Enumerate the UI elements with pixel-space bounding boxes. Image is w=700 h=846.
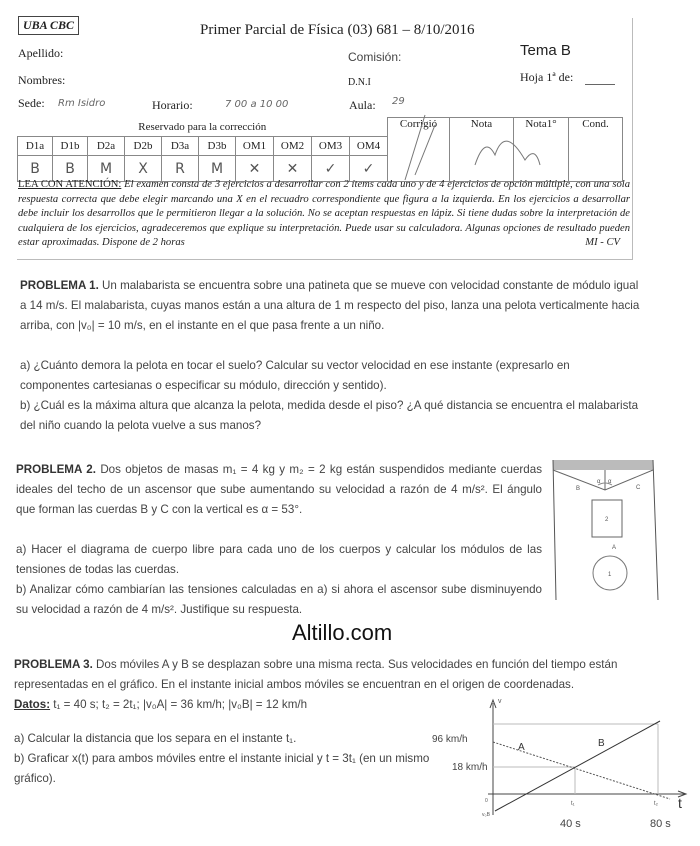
grade-mark: ✕ [274, 156, 312, 182]
grade-mark: ✓ [350, 156, 388, 182]
t1-label: t₁ [571, 801, 575, 807]
aula-value: 29 [392, 96, 405, 107]
grade-mark: ✓ [312, 156, 350, 182]
hoja-label: Hoja 1ª de: [520, 70, 574, 84]
problem-1-text: Un malabarista se encuentra sobre una patineta que se mueve con velocidad constante de módulo igual a 14 m/s. El malabarista, cuyas manos están a una altura de 1 m respecto del piso, lanza una pelota verticalmente hacia arriba, con |v₀| = 10 m/s, en el instante en el que pasa frente a un niño. [20, 279, 640, 332]
elevator-ceiling [553, 460, 653, 470]
datos-text: t₁ = 40 s; t₂ = 2t₁; |v₀A| = 36 km/h; |v₀B| = 12 km/h [50, 698, 308, 711]
col-header: D3b [199, 137, 236, 156]
problem-1 [20, 276, 642, 436]
col-header: OM1 [236, 137, 274, 156]
problem-1-heading: PROBLEMA 1. [20, 279, 99, 292]
line-b [495, 721, 660, 811]
problem-2-heading: PROBLEMA 2. [16, 463, 96, 476]
handwritten-40s: 40 s [560, 818, 581, 830]
sede-value: Rm Isidro [58, 98, 106, 109]
comision-label: Comisión: [348, 50, 402, 64]
t2-label: t₂ [654, 801, 658, 807]
problem-2 [16, 460, 542, 620]
problem-2-text: Dos objetos de masas m₁ = 4 kg y m₂ = 2 kg están suspendidos mediante cuerdas ideales del techo de un ascensor que sube aumentando su velocidad a razón de 4 m/s². El ángulo que forman las cuerdas B y C con la vertical es α = 53°. [16, 463, 542, 516]
nombres-label: Nombres: [18, 73, 66, 87]
handwritten-96: 96 km/h [432, 734, 468, 745]
line-a-label: A [518, 742, 525, 753]
v-axis-label: v [498, 698, 502, 705]
rope-b-label: B [576, 486, 581, 492]
grade-mark: B [18, 156, 53, 182]
col-header: OM3 [312, 137, 350, 156]
line-b-label: B [598, 738, 605, 749]
col-header: D2b [125, 137, 162, 156]
elevator-diagram [548, 455, 668, 605]
velocity-time-graph [420, 695, 700, 846]
alpha-label: α [608, 479, 612, 485]
cond-cell: Cond. [569, 118, 623, 182]
datos-label: Datos: [14, 698, 51, 711]
col-header: D3a [162, 137, 199, 156]
exam-title: Primer Parcial de Física (03) 681 – 8/10/2016 [200, 22, 475, 38]
corrigio-cell: Corrigió [388, 118, 450, 182]
grade-mark: R [162, 156, 199, 182]
notice-text: El examen consta de 3 ejercicios a desarrollar con 2 ítems cada uno y de 4 ejercicios de opción múltiple, con una sola respuesta correcta que debe elegir marcando una X en el recuadro correspondiente que figura a la izquierda. En los ejercicios a desarrollar debe incluir los desarrollos que le permitieron llegar a la solución. No se aceptan respuestas en lápiz. Si tiene dudas sobre la interpretación de cualquiera de los ejercicios, agradeceremos que explique su interpretación. Puede usar su calculadora. Algunas opciones de resultado pueden estar aproximadas. Dispone de 2 horas [18, 179, 630, 248]
nota-cell: Nota [450, 118, 514, 182]
problem-1-b: b) ¿Cuál es la máxima altura que alcanza la pelota, medida desde el piso? ¿A qué distancia se encuentra el malabarista del niño cuando la pelota vuelve a sus manos? [20, 399, 639, 432]
handwritten-80s: 80 s [650, 818, 671, 830]
notice-lead: LEA CON ATENCIÓN: [18, 179, 122, 190]
col-header: OM4 [350, 137, 388, 156]
nota1-cell: Nota1° [514, 118, 569, 182]
horario-label: Horario: [152, 98, 193, 112]
grade-mark: M [199, 156, 236, 182]
t-axis [488, 791, 686, 797]
instructions-notice [18, 178, 630, 251]
ball-1-label: 1 [608, 572, 612, 578]
rope-c-label: C [636, 485, 641, 491]
sede-label: Sede: [18, 96, 45, 110]
problem-2-b: b) Analizar cómo cambiarían las tensiones calculadas en a) si ahora el ascensor sube disminuyendo su velocidad a razón de 4 m/s². Justifique su respuesta. [16, 583, 542, 616]
col-header: D1a [18, 137, 53, 156]
problem-1-a: a) ¿Cuánto demora la pelota en tocar el suelo? Calcular su vector velocidad en ese instante (expresarlo en componentes cartesianas o especificar su módulo, dirección y sentido). [20, 359, 570, 392]
problem-3-a: a) Calcular la distancia que los separa en el instante t₁. [14, 732, 297, 745]
tema-label: Tema B [520, 42, 571, 59]
apellido-label: Apellido: [18, 46, 64, 60]
guide-lines [493, 724, 658, 794]
grade-mark: M [88, 156, 125, 182]
rope-a-label: A [612, 545, 617, 551]
watermark: Altillo.com [292, 620, 393, 645]
alpha-label: α [597, 479, 601, 485]
col-header: D2a [88, 137, 125, 156]
reserved-heading: Reservado para la corrección [18, 118, 388, 137]
dni-label: D.N.I [348, 77, 371, 88]
problem-2-a: a) Hacer el diagrama de cuerpo libre para cada uno de los cuerpos y calcular los módulos de las tensiones de todas las cuerdas. [16, 543, 542, 576]
problem-3-heading: PROBLEMA 3. [14, 658, 93, 671]
horario-value: 7 00 a 10 00 [225, 99, 289, 110]
grade-mark: B [53, 156, 88, 182]
v0b-label: v₀B [482, 812, 490, 818]
problem-3-text: Dos móviles A y B se desplazan sobre una misma recta. Sus velocidades en función del tiempo están representadas en el gráfico. En el instante inicial ambos móviles se encuentran en el origen de coordenadas. [14, 658, 618, 691]
grade-mark: X [125, 156, 162, 182]
handwritten-18: 18 km/h [452, 762, 488, 773]
col-header: OM2 [274, 137, 312, 156]
aula-label: Aula: [349, 98, 376, 112]
institution-label: UBA CBC [18, 16, 79, 35]
grade-mark: ✕ [236, 156, 274, 182]
col-header: D1b [53, 137, 88, 156]
v-axis [490, 700, 496, 815]
notice-code: MI - CV [585, 237, 620, 248]
t-axis-label: t [678, 795, 682, 811]
signature-scribble [385, 105, 545, 185]
hoja-blank-line [585, 84, 615, 85]
problem-3-b: b) Graficar x(t) para ambos móviles entre el instante inicial y t = 3t₁ (en un mismo gráfico). [14, 752, 430, 785]
origin-label: 0 [485, 798, 488, 804]
block-2-label: 2 [605, 517, 609, 523]
